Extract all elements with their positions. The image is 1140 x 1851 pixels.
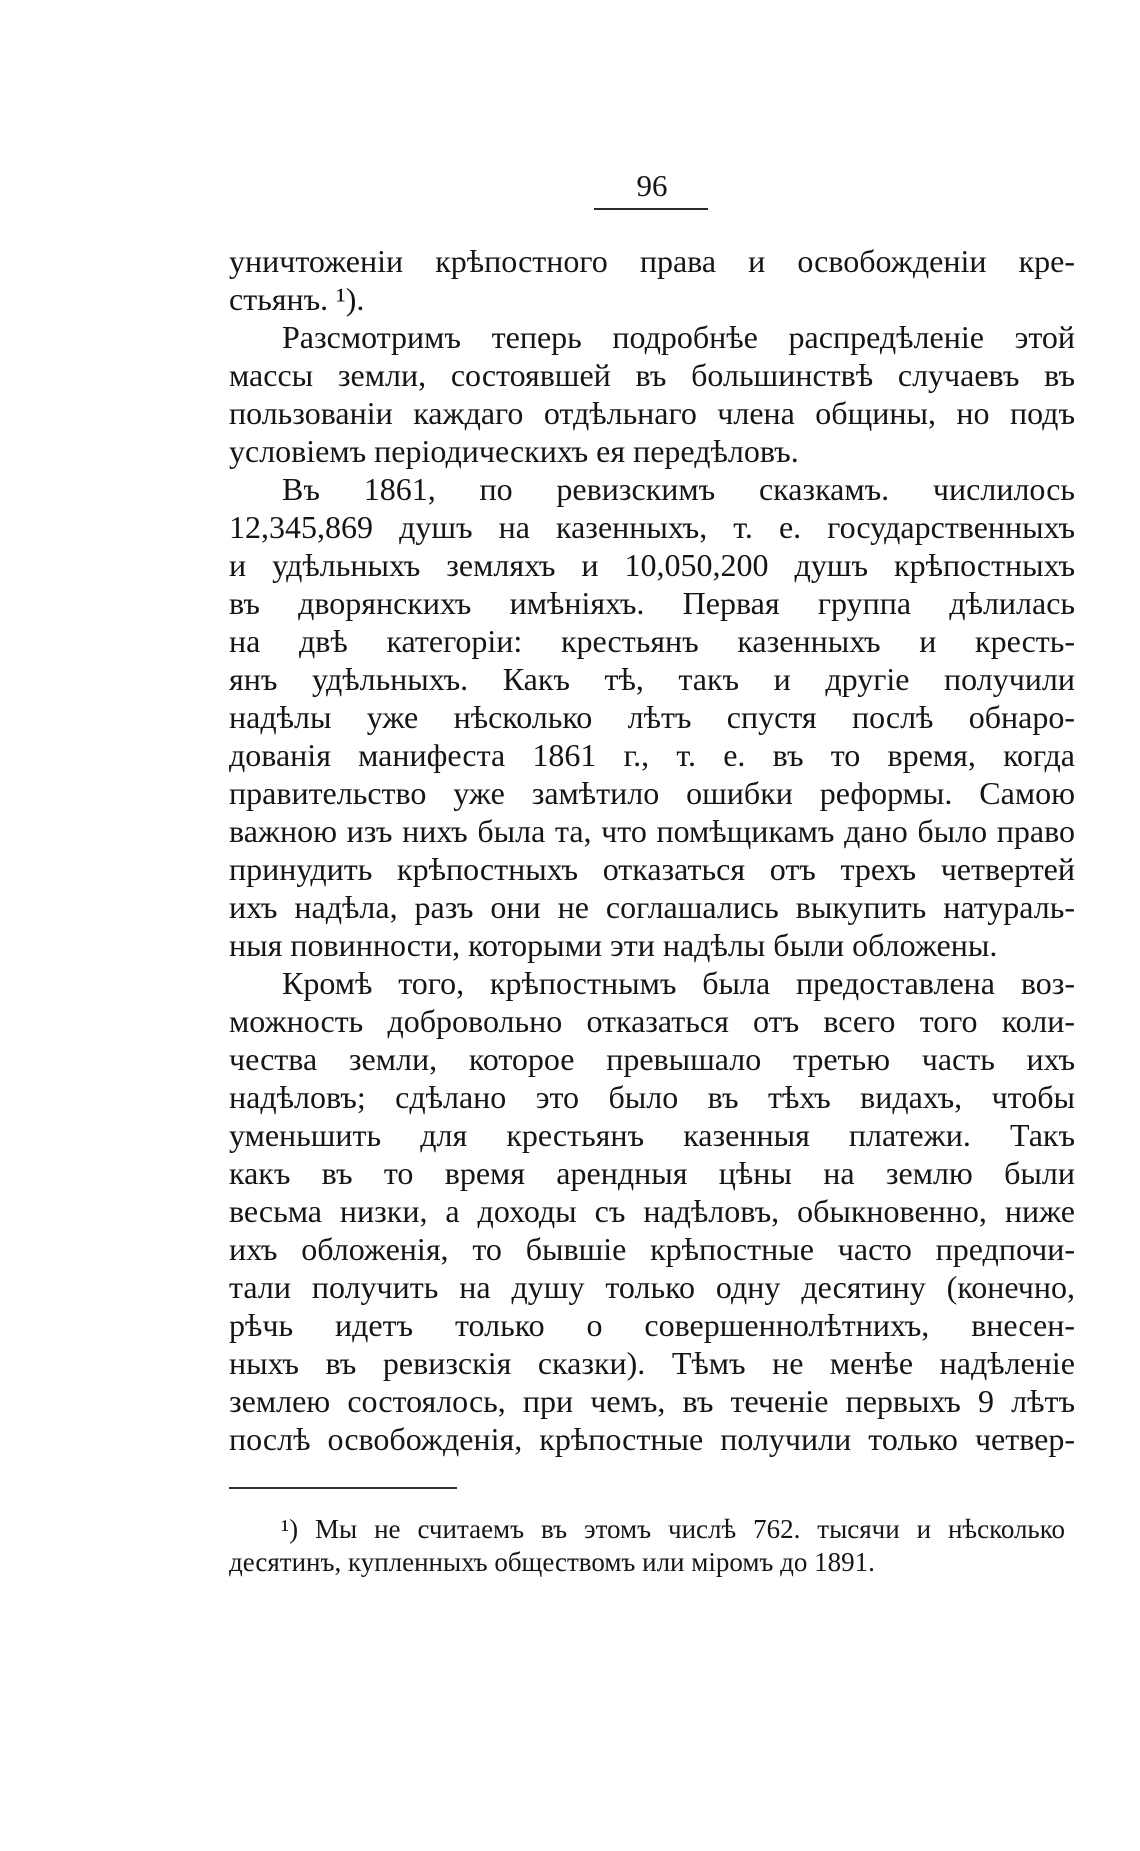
text-line: чества земли, которое превышало третью часть ихъ — [229, 1041, 1075, 1077]
text-line: 12,345,869 душъ на казенныхъ, т. е. государственныхъ — [229, 509, 1075, 545]
text-line: въ дворянскихъ имѣніяхъ. Первая группа дѣлилась — [229, 585, 1075, 621]
text-line: стьянъ. ¹). — [229, 281, 365, 317]
paragraph-continuation — [229, 242, 1075, 318]
paragraph — [229, 318, 1075, 470]
text-line: пользованіи каждаго отдѣльнаго члена общины, но подъ — [229, 395, 1075, 431]
text-line: надѣлы уже нѣсколько лѣтъ спустя послѣ обнаро- — [229, 699, 1075, 735]
text-line: ныя повинности, которыми эти надѣлы были обложены. — [229, 927, 998, 963]
body-text — [229, 242, 1075, 1458]
text-line: надѣловъ; сдѣлано это было въ тѣхъ видахъ, чтобы — [229, 1079, 1075, 1115]
paragraph — [229, 470, 1075, 964]
text-line: можность добровольно отказаться отъ всего того коли- — [229, 1003, 1075, 1039]
text-line: Разсмотримъ теперь подробнѣе распредѣленіе этой — [282, 319, 1075, 355]
text-line: весьма низки, а доходы съ надѣловъ, обыкновенно, ниже — [229, 1193, 1075, 1229]
text-line: уничтоженіи крѣпостного права и освобожденіи кре- — [229, 243, 1075, 279]
text-line: ихъ надѣла, разъ они не соглашались выкупить натураль- — [229, 889, 1075, 925]
footnote-separator — [229, 1487, 457, 1489]
paragraph — [229, 964, 1075, 1458]
text-line: на двѣ категоріи: крестьянъ казенныхъ и кресть- — [229, 623, 1075, 659]
page-number-rule — [594, 208, 708, 210]
text-line: янъ удѣльныхъ. Какъ тѣ, такъ и другіе получили — [229, 661, 1075, 697]
text-line: ныхъ въ ревизскія сказки). Тѣмъ не менѣе надѣленіе — [229, 1345, 1075, 1381]
text-line: Кромѣ того, крѣпостнымъ была предоставлена воз- — [282, 965, 1075, 1001]
text-line: принудить крѣпостныхъ отказаться отъ трехъ четвертей — [229, 851, 1075, 887]
text-line: ихъ обложенія, то бывшіе крѣпостные часто предпочи- — [229, 1231, 1075, 1267]
text-line: условіемъ періодическихъ ея передѣловъ. — [229, 433, 799, 469]
text-line: уменьшить для крестьянъ казенныя платежи. Такъ — [229, 1117, 1075, 1153]
footnote-line: ¹) Мы не считаемъ въ этомъ числѣ 762. тысячи и нѣсколько — [281, 1514, 1065, 1544]
text-line: Въ 1861, по ревизскимъ сказкамъ. числилось — [282, 471, 1075, 507]
text-line: тали получить на душу только одну десятину (конечно, — [229, 1269, 1075, 1305]
text-line: рѣчь идетъ только о совершеннолѣтнихъ, внесен- — [229, 1307, 1075, 1343]
text-line: дованія манифеста 1861 г., т. е. въ то время, когда — [229, 737, 1075, 773]
footnote — [229, 1513, 1065, 1579]
text-line: землею состоялось, при чемъ, въ теченіе первыхъ 9 лѣтъ — [229, 1383, 1075, 1419]
footnote-line: десятинъ, купленныхъ обществомъ или міромъ до 1891. — [229, 1547, 875, 1577]
text-line: важною изъ нихъ была та, что помѣщикамъ дано было право — [229, 813, 1075, 849]
text-line: какъ въ то время арендныя цѣны на землю были — [229, 1155, 1075, 1191]
text-line: послѣ освобожденія, крѣпостные получили только четвер- — [229, 1421, 1075, 1457]
text-line: правительство уже замѣтило ошибки реформы. Самою — [229, 775, 1075, 811]
page-number: 96 — [636, 168, 668, 203]
text-line: массы земли, состоявшей въ большинствѣ случаевъ въ — [229, 357, 1075, 393]
text-line: и удѣльныхъ земляхъ и 10,050,200 душъ крѣпостныхъ — [229, 547, 1075, 583]
